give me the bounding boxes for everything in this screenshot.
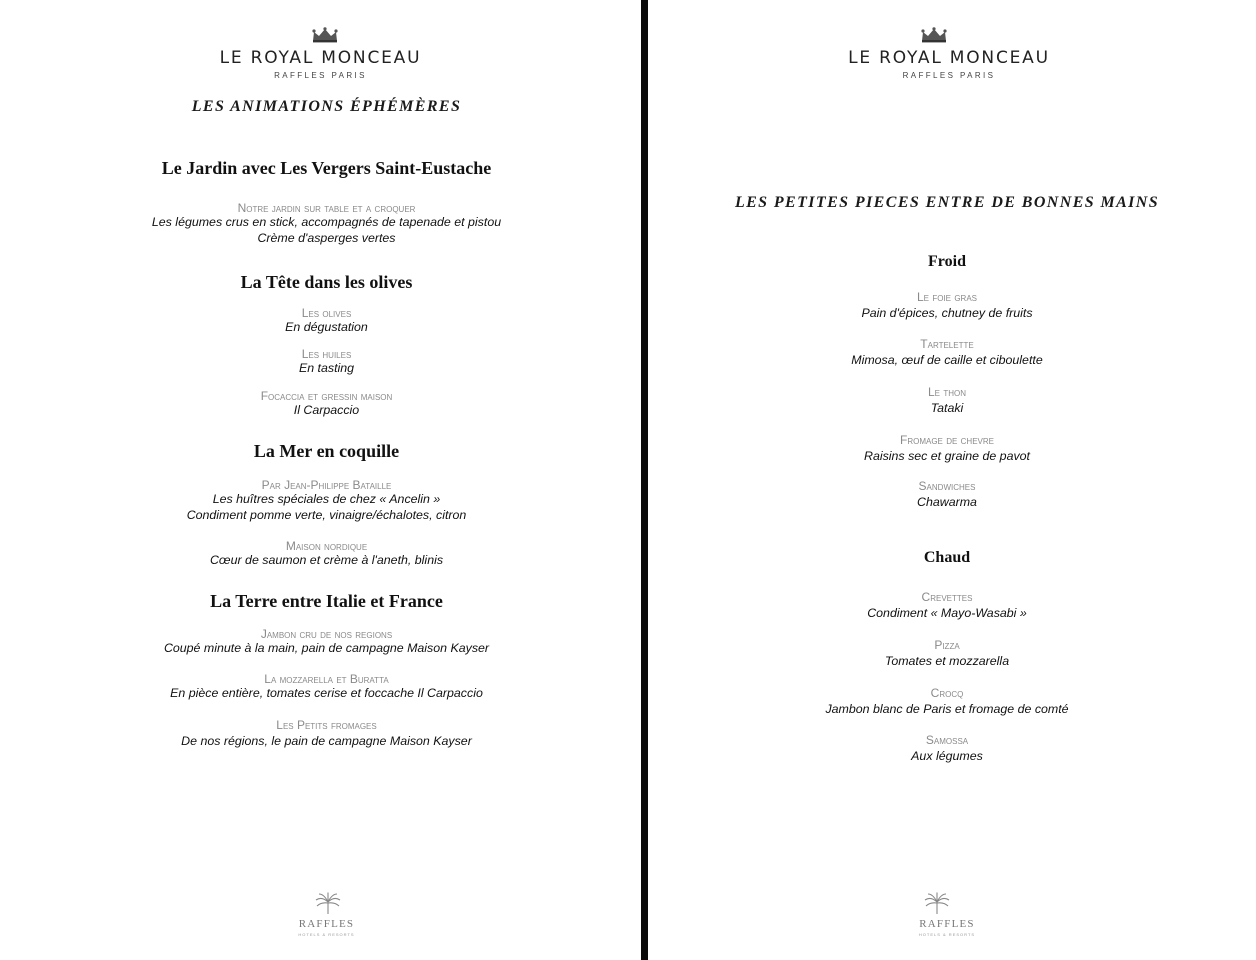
dish-description: Chawarma — [917, 495, 977, 509]
page-banner: LES ANIMATIONS ÉPHÉMÈRES — [191, 98, 462, 115]
section-title: Froid — [928, 253, 966, 270]
section-title: Le Jardin avec Les Vergers Saint-Eustache — [161, 158, 492, 178]
dish-name: Samossa — [925, 733, 969, 747]
dish-name: Les olives — [301, 306, 352, 320]
dish-description: Coupé minute à la main, pain de campagne Maison Kayser — [163, 641, 490, 655]
dish-name: Sandwiches — [918, 479, 976, 493]
brand-subtitle: RAFFLES PARIS — [274, 71, 367, 80]
dish-description: Il Carpaccio — [293, 403, 360, 417]
section-title: La Mer en coquille — [253, 441, 400, 461]
footer-brand: RAFFLES — [298, 918, 355, 930]
dish-description: Les légumes crus en stick, accompagnés de tapenade et pistou — [151, 215, 502, 229]
dish-description: Mimosa, œuf de caille et ciboulette — [851, 353, 1043, 367]
dish-description: De nos régions, le pain de campagne Maison Kayser — [181, 734, 472, 748]
dish-name: Par Jean-Philippe Bataille — [261, 478, 392, 492]
dish-name: La mozzarella et Buratta — [264, 672, 389, 686]
dish-name: Maison nordique — [285, 539, 368, 553]
dish-description: Raisins sec et graine de pavot — [864, 449, 1030, 463]
footer-subtitle: HOTELS & RESORTS — [918, 932, 976, 937]
dish-name: Le thon — [927, 385, 966, 399]
dish-description: Condiment « Mayo-Wasabi » — [867, 606, 1027, 620]
dish-description: Tomates et mozzarella — [884, 654, 1010, 668]
dish-name: Notre jardin sur table et a croquer — [237, 201, 416, 215]
dish-description: Aux légumes — [911, 749, 983, 763]
dish-name: Focaccia et gressin maison — [260, 389, 393, 403]
page-banner: LES PETITES PIECES ENTRE DE BONNES MAINS — [734, 194, 1160, 211]
dish-description: En tasting — [298, 361, 355, 375]
dish-description: Cœur de saumon et crème à l'aneth, blinis — [209, 553, 444, 567]
dish-description: Pain d'épices, chutney de fruits — [861, 306, 1033, 320]
dish-name: Le foie gras — [916, 290, 978, 304]
raffles-palm-icon — [922, 892, 952, 916]
brand-subtitle: RAFFLES PARIS — [902, 71, 996, 80]
dish-name: Jambon cru de nos regions — [260, 627, 393, 641]
footer-subtitle: HOTELS & RESORTS — [298, 932, 355, 937]
crown-icon — [311, 27, 339, 43]
section-title: La Terre entre Italie et France — [210, 591, 443, 611]
dish-description: Les huîtres spéciales de chez « Ancelin » — [212, 492, 441, 506]
dish-description: Jambon blanc de Paris et fromage de comté — [825, 702, 1069, 716]
section-title: Chaud — [923, 549, 971, 566]
dish-name: Les Petits fromages — [276, 718, 377, 732]
dish-name: Pizza — [934, 638, 960, 652]
dish-name: Crevettes — [921, 590, 973, 604]
dish-description: En pièce entière, tomates cerise et foccache Il Carpaccio — [170, 686, 483, 700]
section-title: La Tête dans les olives — [240, 272, 413, 292]
dish-description: En dégustation — [285, 320, 368, 334]
dish-name: Les huiles — [301, 347, 352, 361]
brand-title: LE ROYAL MONCEAU — [848, 48, 1050, 68]
dish-name: Tartelette — [920, 337, 974, 351]
dish-description: Tataki — [930, 401, 964, 415]
raffles-palm-icon — [313, 892, 343, 916]
dish-name: Fromage de chevre — [899, 433, 994, 447]
crown-icon — [920, 27, 948, 43]
menu-page-right — [648, 0, 1256, 960]
dish-name: Crocq — [930, 686, 964, 700]
dish-description: Condiment pomme verte, vinaigre/échalotes, citron — [186, 508, 467, 522]
footer-brand: RAFFLES — [919, 918, 975, 930]
brand-title: LE ROYAL MONCEAU — [219, 48, 422, 68]
dish-description: Crème d'asperges vertes — [257, 231, 396, 245]
